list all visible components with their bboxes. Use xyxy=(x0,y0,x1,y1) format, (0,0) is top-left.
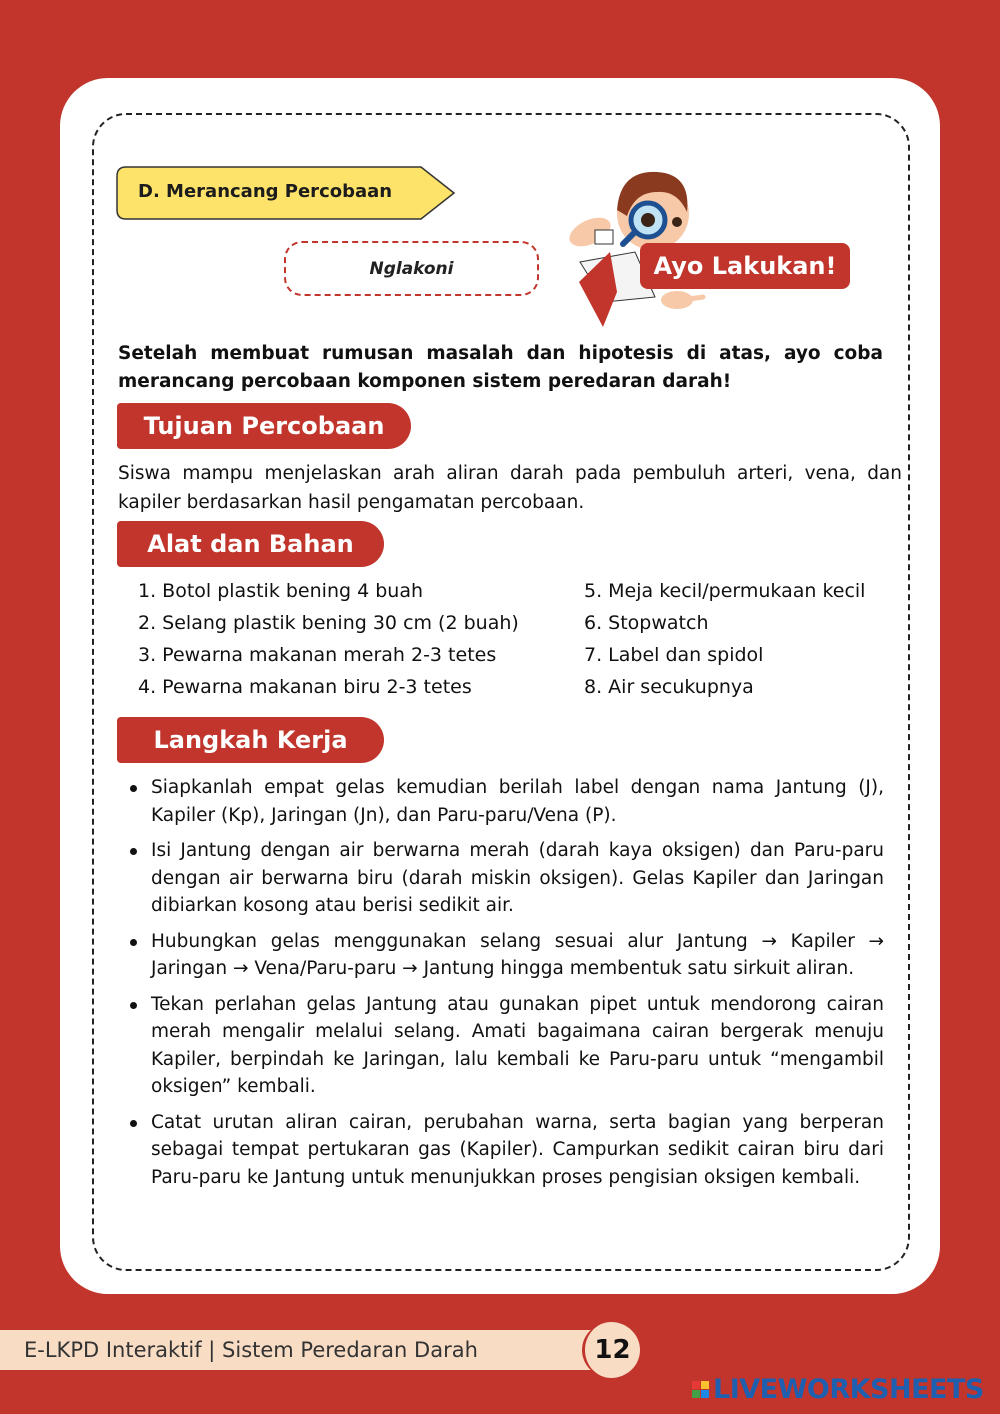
alat-item: 5. Meja kecil/permukaan kecil xyxy=(584,580,866,602)
alat-item: 1. Botol plastik bening 4 buah xyxy=(138,580,423,602)
bullet-icon xyxy=(130,939,137,946)
section-tag xyxy=(116,166,456,220)
liveworksheets-icon xyxy=(692,1381,709,1398)
bullet-icon xyxy=(130,1120,137,1127)
bullet-icon xyxy=(130,848,137,855)
page-number: 12 xyxy=(582,1322,640,1378)
liveworksheets-wordmark: LIVEWORKSHEETS xyxy=(713,1373,984,1405)
step-text: Tekan perlahan gelas Jantung atau gunakan pipet untuk mendorong cairan merah mengalir melalui selang. Amati bagaimana cairan bergerak menuju Kapiler, berpindah ke Jaringan, lalu kembali ke Paru-paru untuk “mengambil oksigen” kembali. xyxy=(151,993,884,1097)
step-text: Catat urutan aliran cairan, perubahan warna, serta bagian yang berperan sebagai tempat pertukaran gas (Kapiler). Campurkan sedikit cairan biru dari Paru-paru ke Jantung untuk menunjukkan proses pengisian oksigen kembali. xyxy=(151,1111,884,1188)
step-item xyxy=(130,1109,884,1192)
step-item xyxy=(130,837,884,920)
step-text: Siapkanlah empat gelas kemudian berilah label dengan nama Jantung (J), Kapiler (Kp), Jaringan (Jn), dan Paru-paru/Vena (P). xyxy=(151,777,884,826)
detective-kid-illustration xyxy=(565,152,715,332)
footer-title: E-LKPD Interaktif | Sistem Peredaran Darah xyxy=(0,1330,598,1370)
alat-item: 7. Label dan spidol xyxy=(584,644,764,666)
alat-list-right xyxy=(584,575,865,703)
tujuan-text: Siswa mampu menjelaskan arah aliran darah pada pembuluh arteri, vena, dan kapiler berdasarkan hasil pengamatan percobaan. xyxy=(118,463,902,513)
heading-tujuan: Tujuan Percobaan xyxy=(117,403,411,449)
alat-item: 6. Stopwatch xyxy=(584,612,709,634)
bullet-icon xyxy=(130,785,137,792)
bullet-icon xyxy=(130,1002,137,1009)
alat-item: 3. Pewarna makanan merah 2-3 tetes xyxy=(138,644,497,666)
step-item xyxy=(130,774,884,829)
alat-item: 2. Selang plastik bening 30 cm (2 buah) xyxy=(138,612,519,634)
section-tag-label: D. Merancang Percobaan xyxy=(138,181,393,202)
alat-item: 8. Air secukupnya xyxy=(584,676,754,698)
step-item xyxy=(130,928,884,983)
nglakoni-label: Nglakoni xyxy=(284,241,539,296)
heading-langkah-kerja: Langkah Kerja xyxy=(117,717,384,763)
alat-item: 4. Pewarna makanan biru 2-3 tetes xyxy=(138,676,472,698)
heading-alat-bahan: Alat dan Bahan xyxy=(117,521,384,567)
step-text: Hubungkan gelas menggunakan selang sesuai alur Jantung → Kapiler → Jaringan → Vena/Paru-paru → Jantung hingga membentuk satu sirkuit aliran. xyxy=(151,930,884,979)
alat-list-left xyxy=(138,575,519,703)
langkah-list xyxy=(130,774,884,1199)
step-text: Isi Jantung dengan air berwarna merah (darah kaya oksigen) dan Paru-paru dengan air berwarna biru (darah miskin oksigen). Gelas Kapiler dan Jaringan dibiarkan kosong atau berisi sedikit air. xyxy=(151,840,884,916)
step-item xyxy=(130,991,884,1101)
intro-text: Setelah membuat rumusan masalah dan hipotesis di atas, ayo coba merancang percobaan komponen sistem peredaran darah! xyxy=(118,343,883,392)
liveworksheets-logo[interactable] xyxy=(692,1374,984,1404)
ayo-lakukan-banner: Ayo Lakukan! xyxy=(640,243,850,289)
